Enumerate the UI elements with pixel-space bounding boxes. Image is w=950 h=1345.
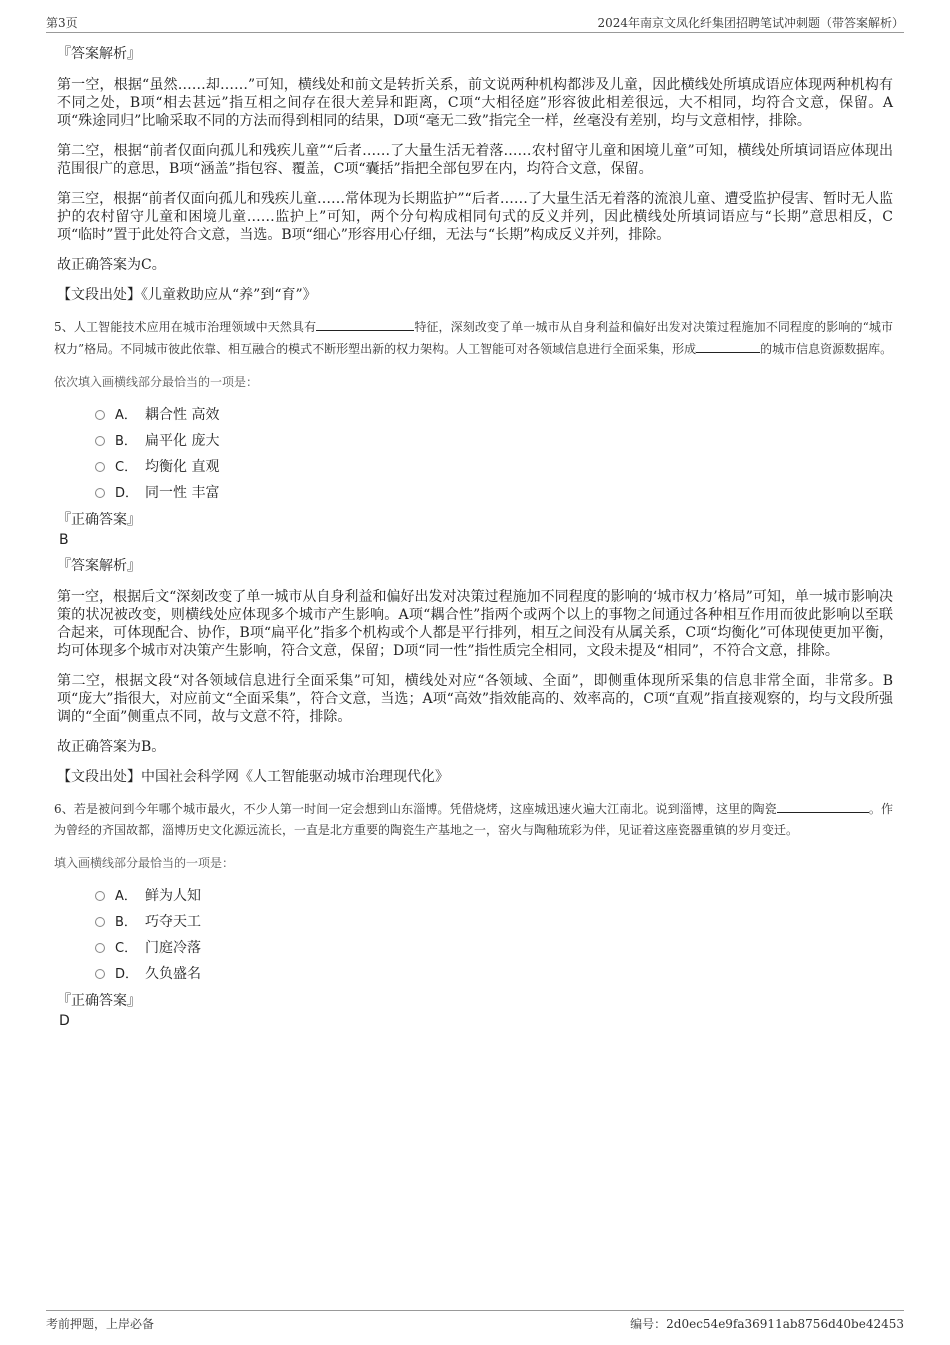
page-content bbox=[54, 44, 893, 1037]
correct-answer-label: 『正确答案』 bbox=[57, 993, 141, 1009]
correct-answer-label: 『正确答案』 bbox=[57, 512, 141, 528]
page-footer bbox=[46, 1310, 904, 1331]
analysis-paragraph: 第二空，根据文段“对各领域信息进行全面采集”可知，横线处对应“各领域、全面”，即侧重体现所采集的信息非常全面，非常多。B项“庞大”指很大，对应前文“全面采集”，符合文意，当选；A项“高效”指效能高的、效率高的，C项“直观”指直接观察的，均与文段所强调的“全面”侧重点不同，故与文意不符，排除。 bbox=[57, 673, 893, 725]
option-a[interactable]: A． 鲜为人知 bbox=[95, 883, 893, 909]
analysis-paragraph: 第一空，根据后文“深刻改变了单一城市从自身利益和偏好出发对决策过程施加不同程度的影响的‘城市权力’格局”可知，单一城市影响决策的状况被改变，则横线处应体现多个城市产生影响。A项“耦合性”指两个或两个以上的事物之间通过各种相互作用而彼此影响以至联合起来，可体现配合、协作，B项“扁平化”指多个机构或个人都是平行排列，相互之间没有从属关系，C项“均衡化”可体现使更加平衡，均可体现多个城市对决策产生影响，符合文意，保留；D项“同一性”指性质完全相同，文段未提及“相同”，不符合文意，排除。 bbox=[57, 589, 893, 659]
radio-icon[interactable] bbox=[95, 969, 105, 979]
document-title: 2024年南京文凤化纤集团招聘笔试冲刺题（带答案解析） bbox=[597, 16, 904, 30]
analysis-label: 『答案解析』 bbox=[57, 558, 141, 574]
correct-answer-value: B bbox=[59, 532, 69, 548]
source-citation: 【文段出处】《儿童救助应从“养”到“育”》 bbox=[57, 287, 317, 303]
radio-icon[interactable] bbox=[95, 943, 105, 953]
page-header bbox=[46, 14, 904, 33]
radio-icon[interactable] bbox=[95, 917, 105, 927]
analysis-paragraph: 第三空，根据“前者仅面向孤儿和残疾儿童……常体现为长期监护”“后者……了大量生活无着落的流浪儿童、遭受监护侵害、暂时无人监护的农村留守儿童和困境儿童……监护上”可知，两个分句构成相同句式的反义并列，因此横线处所填词语应与“长期”意思相反，C项“临时”置于此处符合文意，当选。B项“细心”形容用心仔细，无法与“长期”构成反义并列，排除。 bbox=[57, 191, 893, 243]
correct-answer-value: D bbox=[59, 1013, 70, 1029]
option-a[interactable]: A． 耦合性 高效 bbox=[95, 402, 893, 428]
answer-conclusion: 故正确答案为B。 bbox=[57, 739, 166, 755]
analysis-paragraph: 第一空，根据“虽然……却……”可知，横线处和前文是转折关系，前文说两种机构都涉及儿童，因此横线处所填成语应体现两种机构有不同之处，B项“相去甚远”指互相之间存在很大差异和距离，C项“大相径庭”形容彼此相差很远，大不相同，均符合文意，保留。A项“殊途同归”比喻采取不同的方法而得到相同的结果，D项“毫无二致”指完全一样，丝毫没有差别，均与文意相悖，排除。 bbox=[57, 77, 893, 129]
radio-icon[interactable] bbox=[95, 436, 105, 446]
radio-icon[interactable] bbox=[95, 462, 105, 472]
radio-icon[interactable] bbox=[95, 488, 105, 498]
fill-blank bbox=[316, 316, 414, 331]
question-6-stem: 6、若是被问到今年哪个城市最火，不少人第一时间一定会想到山东淄博。凭借烧烤，这座城迅速火遍大江南北。说到淄博，这里的陶瓷 。作为曾经的齐国故都，淄博历史文化源远流长，一直是北方重要的陶瓷生产基地之一，窑火与陶釉琉彩为伴，见证着这座瓷器重镇的岁月变迁。 bbox=[54, 798, 893, 841]
question-5-options bbox=[95, 402, 893, 506]
analysis-label: 『答案解析』 bbox=[57, 46, 141, 62]
footer-slogan: 考前押题，上岸必备 bbox=[46, 1317, 155, 1331]
question-5-instruction: 依次填入画横线部分最恰当的一项是： bbox=[54, 375, 259, 389]
option-d[interactable]: D． 久负盛名 bbox=[95, 961, 893, 987]
page-number: 第3页 bbox=[46, 16, 78, 30]
fill-blank bbox=[777, 798, 869, 813]
option-c[interactable]: C． 均衡化 直观 bbox=[95, 454, 893, 480]
radio-icon[interactable] bbox=[95, 891, 105, 901]
option-d[interactable]: D． 同一性 丰富 bbox=[95, 480, 893, 506]
radio-icon[interactable] bbox=[95, 410, 105, 420]
answer-conclusion: 故正确答案为C。 bbox=[57, 257, 166, 273]
option-b[interactable]: B． 扁平化 庞大 bbox=[95, 428, 893, 454]
option-b[interactable]: B． 巧夺天工 bbox=[95, 909, 893, 935]
question-6-options bbox=[95, 883, 893, 987]
question-6-instruction: 填入画横线部分最恰当的一项是： bbox=[54, 856, 235, 870]
question-5-stem: 5、人工智能技术应用在城市治理领域中天然具有 特征，深刻改变了单一城市从自身利益和偏好出发对决策过程施加不同程度的影响的“城市权力”格局。不同城市彼此依靠、相互融合的模式不断形塑出新的权力架构。人工智能可对各领域信息进行全面采集，形成 的城市信息资源数据库。 bbox=[54, 316, 893, 360]
fill-blank bbox=[696, 338, 760, 353]
analysis-paragraph: 第二空，根据“前者仅面向孤儿和残疾儿童”“后者……了大量生活无着落……农村留守儿童和困境儿童”可知，横线处所填词语应体现出范围很广的意思，B项“涵盖”指包容、覆盖，C项“囊括”指把全部包罗在内，均符合文意，保留。 bbox=[57, 143, 893, 177]
document-code: 编号：2d0ec54e9fa36911ab8756d40be42453 bbox=[630, 1317, 904, 1331]
option-c[interactable]: C． 门庭冷落 bbox=[95, 935, 893, 961]
source-citation: 【文段出处】中国社会科学网《人工智能驱动城市治理现代化》 bbox=[57, 769, 449, 785]
